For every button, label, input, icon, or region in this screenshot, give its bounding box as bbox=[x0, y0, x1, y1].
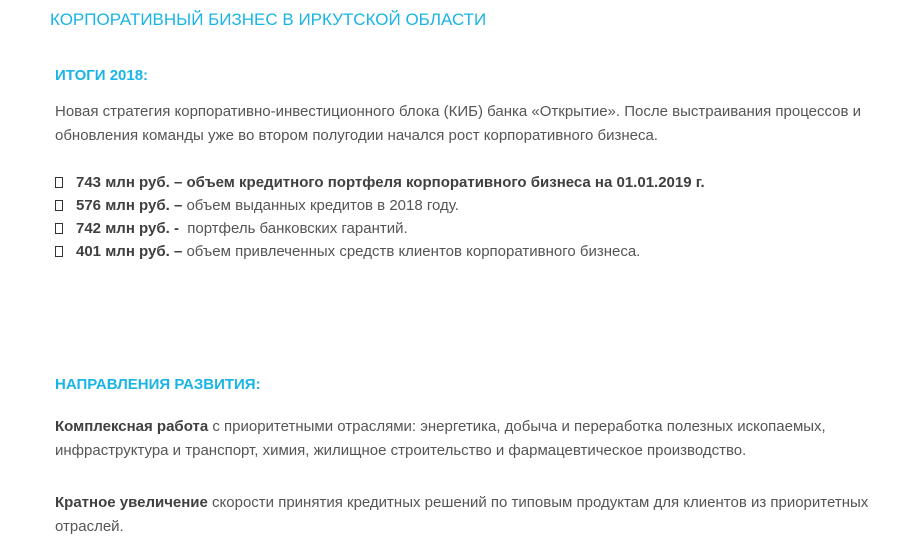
list-item bbox=[55, 217, 895, 240]
bullet-square-icon bbox=[55, 246, 63, 257]
list-item-text: объем выданных кредитов в 2018 году. bbox=[182, 197, 459, 214]
bullet-square-icon bbox=[55, 200, 63, 211]
paragraph-bold: Комплексная работа bbox=[55, 418, 209, 435]
list-item-bold: 742 млн руб. - bbox=[76, 220, 184, 237]
list-item-bold: 401 млн руб. – bbox=[76, 243, 183, 260]
results-list bbox=[55, 171, 895, 263]
results-heading: ИТОГИ 2018: bbox=[55, 67, 149, 84]
results-intro: Новая стратегия корпоративно-инвестиционного блока (КИБ) банка «Открытие». После выстраивания процессов и обновления команды уже во втором полугодии начался рост корпоративного бизнеса. bbox=[55, 103, 861, 144]
list-item bbox=[55, 194, 895, 217]
list-item-bold: 576 млн руб. – bbox=[76, 197, 183, 214]
list-item bbox=[55, 171, 895, 194]
list-item-bold: 743 млн руб. – объем кредитного портфеля корпоративного бизнеса на 01.01.2019 г. bbox=[76, 174, 705, 191]
bullet-square-icon bbox=[55, 223, 63, 234]
paragraph-bold: Кратное увеличение bbox=[55, 494, 208, 511]
list-item-text: портфель банковских гарантий. bbox=[183, 220, 408, 237]
list-item bbox=[55, 240, 895, 263]
paragraph-text: скорости принятия кредитных решений по типовым продуктам для клиентов из приоритетных отраслей. bbox=[55, 494, 869, 535]
directions-heading: НАПРАВЛЕНИЯ РАЗВИТИЯ: bbox=[55, 376, 261, 393]
bullet-square-icon bbox=[55, 177, 63, 188]
list-item-text: объем привлеченных средств клиентов корпоративного бизнеса. bbox=[182, 243, 641, 260]
paragraph-text: с приоритетными отраслями: энергетика, добыча и переработка полезных ископаемых, инфраструктура и транспорт, химия, жилищное строительство и фармацевтическое производство. bbox=[55, 418, 826, 459]
direction-paragraph-complex-work bbox=[55, 415, 855, 463]
slide-title: КОРПОРАТИВНЫЙ БИЗНЕС В ИРКУТСКОЙ ОБЛАСТИ bbox=[50, 10, 487, 29]
direction-paragraph-decision-speed bbox=[55, 491, 875, 539]
